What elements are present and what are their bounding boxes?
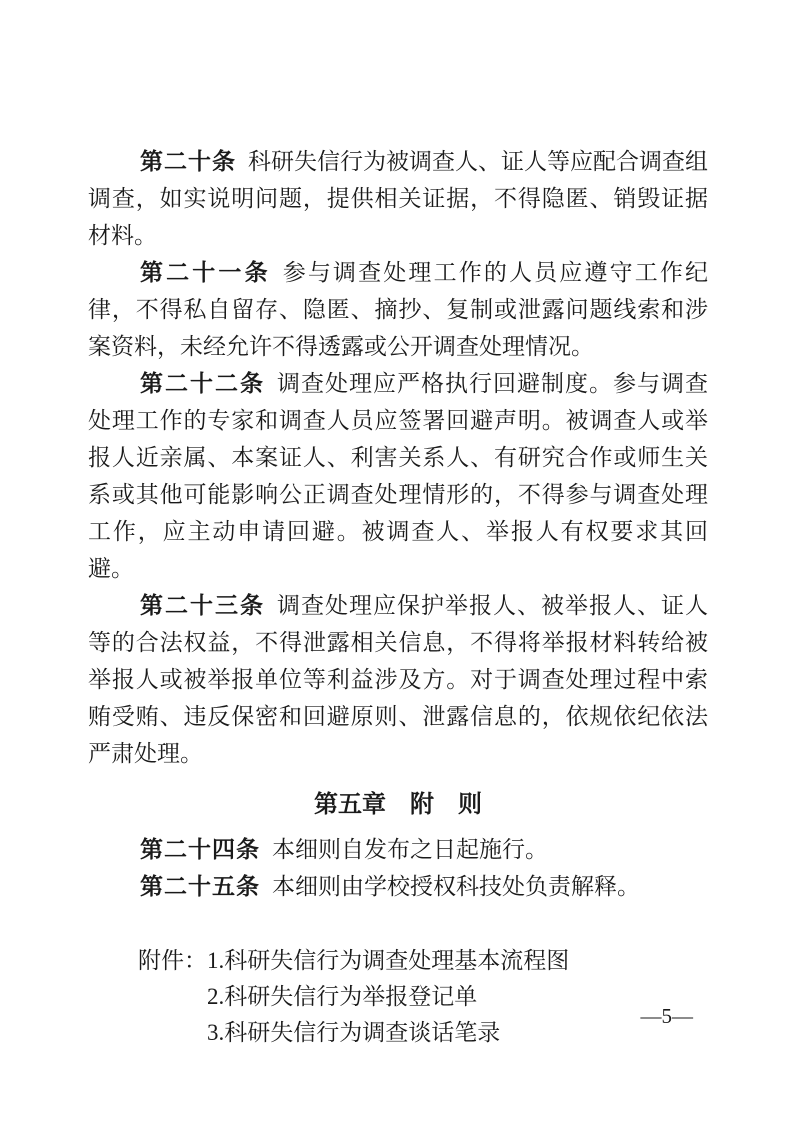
article-number: 第二十四条: [140, 836, 260, 862]
article-number: 第二十三条: [140, 592, 265, 618]
article-paragraph: [88, 143, 708, 254]
chapter-heading: 第五章 附 则: [314, 791, 482, 818]
attachment-item: 3.科研失信行为调查谈话笔录: [207, 1020, 501, 1045]
document-body: [88, 143, 708, 1051]
article-text: 调查处理应严格执行回避制度。参与调查处理工作的专家和调查人员应签署回避声明。被调查人或举报人近亲属、本案证人、利害关系人、有研究合作或师生关系或其他可能影响公正调查处理情形的，不得参与调查处理工作，应主动申请回避。被调查人、举报人有权要求其回避。: [88, 371, 708, 581]
attachment-item: 2.科研失信行为举报登记单: [207, 984, 478, 1009]
article-paragraph: [88, 868, 708, 905]
attachments-list: [207, 943, 708, 1051]
attachments-block: [88, 943, 708, 1051]
article-number: 第二十条: [140, 148, 236, 174]
article-text: 本细则自发布之日起施行。: [272, 837, 548, 862]
attachment-item: 1.科研失信行为调查处理基本流程图: [207, 948, 570, 973]
article-text: 参与调查处理工作的人员应遵守工作纪律，不得私自留存、隐匿、摘抄、复制或泄露问题线索和涉案资料，未经允许不得透露或公开调查处理情况。: [88, 260, 709, 359]
article-text: 调查处理应保护举报人、被举报人、证人等的合法权益，不得泄露相关信息，不得将举报材料转给被举报人或被举报单位等利益涉及方。对于调查处理过程中索贿受贿、违反保密和回避原则、泄露信息的，依规依纪依法严肃处理。: [88, 593, 708, 766]
attachments-label: 附件：: [138, 948, 207, 973]
article-number: 第二十五条: [140, 873, 260, 899]
article-number: 第二十二条: [140, 370, 265, 396]
article-paragraph: [88, 365, 708, 587]
article-paragraph: [88, 254, 708, 365]
article-text: 科研失信行为被调查人、证人等应配合调查组调查，如实说明问题，提供相关证据，不得隐匿、销毁证据材料。: [88, 149, 708, 248]
article-text: 本细则由学校授权科技处负责解释。: [272, 874, 640, 899]
article-paragraph: [88, 831, 708, 868]
article-paragraph: [88, 587, 708, 772]
article-number: 第二十一条: [140, 259, 271, 285]
page-number: —5—: [640, 1004, 693, 1028]
